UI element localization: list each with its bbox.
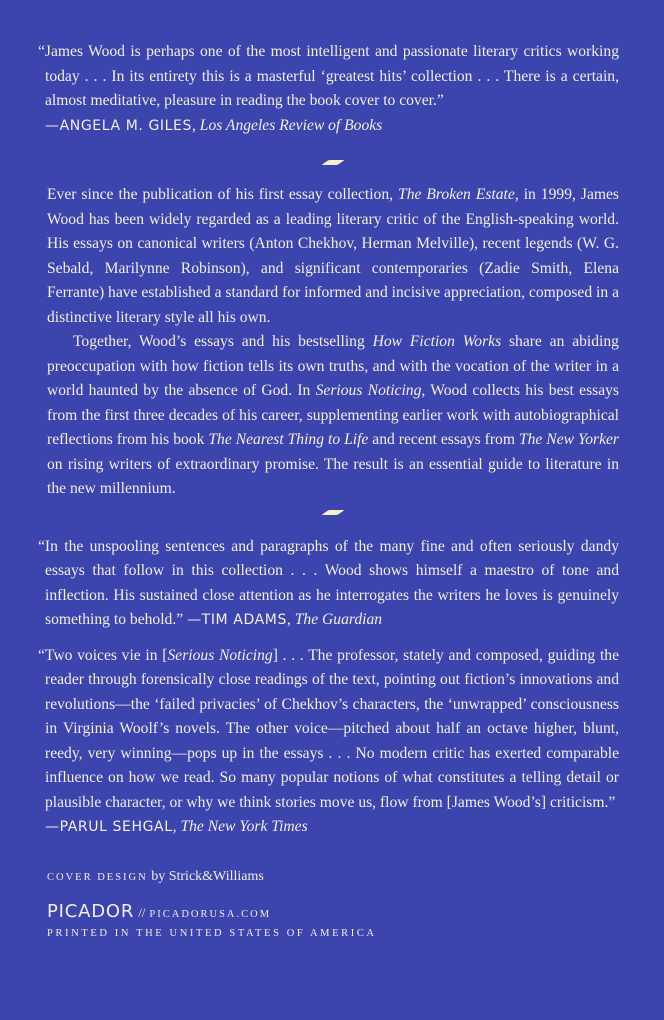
title-nearest-thing-to-life: The Nearest Thing to Life: [208, 431, 369, 448]
picador-logo: PICADOR: [47, 901, 135, 922]
quote-text: ] . . . The professor, stately and composed, guiding the reader through forensically close readings of the text, pointing out fiction’s innovations and revolutions—the ‘failed privacies’ of Chekhov’s characters, the ‘unwrapped’ consciousness in Virginia Woolf’s novels. The other voice—pitched about half an octave higher, blunt, reedy, very winning—pops up in the essays . . . No modern critic has exerted comparable influence on how we read. So many popular notions of what constitutes a telling detail or plausible character, or why we think stories move us, flow from [James Wood’s] criticism.”: [45, 646, 619, 811]
title-new-yorker: The New Yorker: [518, 431, 619, 448]
review-quote-sehgal: [38, 644, 619, 840]
title-serious-noticing: Serious Noticing: [315, 382, 422, 399]
title-how-fiction-works: How Fiction Works: [372, 333, 502, 350]
printed-in-usa: PRINTED IN THE UNITED STATES OF AMERICA: [47, 928, 377, 939]
publisher-credits: [47, 868, 547, 942]
quote-text: “Two voices vie in [: [38, 646, 168, 664]
attribution-publication: The New York Times: [180, 818, 308, 835]
cover-design-label: COVER DESIGN: [47, 872, 148, 883]
description-paragraph-2: [47, 330, 619, 502]
publisher-website: PICADORUSA.COM: [149, 909, 272, 920]
attribution-separator: ,: [191, 116, 200, 134]
quote-text: “James Wood is perhaps one of the most intelligent and passionate literary critics working today . . . In its entirety this is a masterful ‘greatest hits’ collection . . . There is a certain, almost meditative, pleasure in reading the book cover to cover.”: [38, 43, 619, 109]
description-paragraph-1: [47, 183, 619, 330]
attribution-name: —TIM ADAMS: [187, 612, 287, 628]
attribution-name: —PARUL SEHGAL: [45, 819, 173, 835]
back-cover-text: [38, 40, 619, 840]
attribution-separator: ,: [172, 818, 181, 835]
text: Together, Wood’s essays and his bestselling: [73, 333, 373, 350]
cover-designer: by Strick&Williams: [147, 869, 264, 884]
text: and recent essays from: [368, 431, 519, 448]
review-quote-adams: [38, 535, 619, 633]
title-serious-noticing: Serious Noticing: [167, 646, 273, 664]
text: , Wood collects his best essays from the first three decades of his career, supplementing earlier work with autobiographical reflections from his book: [47, 382, 619, 448]
text: Ever since the publication of his first essay collection,: [47, 186, 399, 203]
attribution-publication: Los Angeles Review of Books: [199, 116, 383, 134]
book-description: [47, 183, 619, 502]
quote-text: “In the unspooling sentences and paragraphs of the many fine and often seriously dandy essays that follow in this collection . . . Wood shows himself a maestro of tone and inflection. His sustained close attention as he interrogates the writers he loves is genuinely something to behold.”: [38, 537, 619, 628]
title-broken-estate: The Broken Estate: [398, 186, 515, 203]
publisher-line: [47, 901, 547, 926]
cover-design-credit: [47, 868, 547, 887]
text: on rising writers of extraordinary promise. The result is an essential guide to literature in the new millennium.: [47, 455, 619, 497]
text: , in 1999, James Wood has been widely regarded as a leading literary critic of the English-speaking world. His essays on canonical writers (Anton Chekhov, Herman Melville), recent legends (W. G. Sebald, Marilynne Robinson), and significant contemporaries (Zadie Smith, Elena Ferrante) have established a standard for informed and incisive appreciation, composed in a distinctive literary style all his own.: [47, 186, 619, 326]
attribution-name: —ANGELA M. GILES: [45, 117, 192, 134]
text: share an abiding preoccupation with how fiction tells its own truths, and with the vocation of the writer in a world haunted by the absence of God. In: [47, 333, 619, 399]
review-quote-giles: [38, 40, 619, 138]
separator: //: [138, 905, 146, 920]
attribution-publication: The Guardian: [294, 611, 383, 628]
attribution-separator: ,: [286, 611, 295, 628]
